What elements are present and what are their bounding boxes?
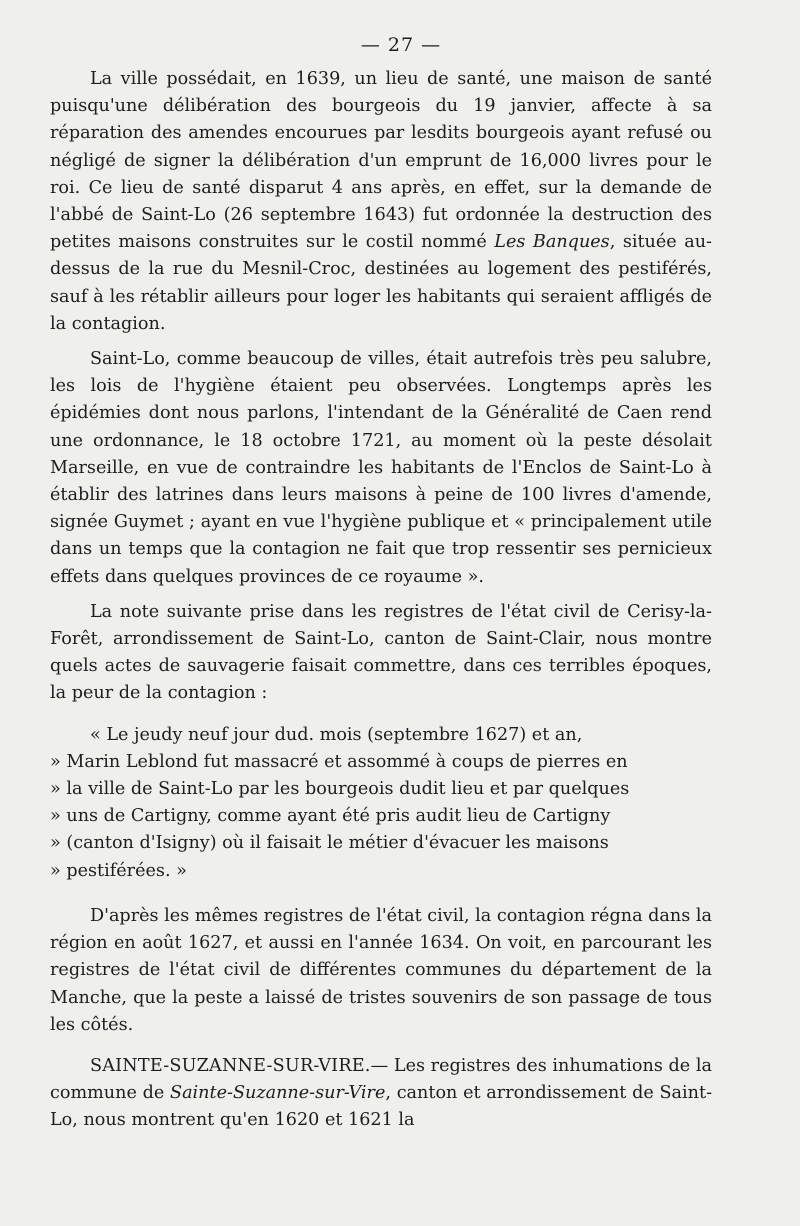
paragraph-text: La ville possédait, en 1639, un lieu de santé, une maison de santé puisqu'une délibération des bourgeois du 19 janvier, affecte à sa réparation des amendes encourues par lesdits bourgeois ayant refusé ou négligé de signer la délibération d'un emprunt de 16,000 livres pour le roi. Ce lieu de santé disparut 4 ans après, en effet, sur la demande de l'abbé de Saint-Lo (26 septembre 1643) fut ordonnée la destruction des petites maisons construites sur le costil nommé [50,69,712,253]
paragraph-text-continued: , située au-dessus de la rue du Mesnil-Croc, destinées au logement des pestiférés, sauf à les rétablir ailleurs pour loger les habitants qui seraient affligés de la contagion. [50,232,712,334]
quote-line: » uns de Cartigny, comme ayant été pris audit lieu de Cartigny [50,806,611,827]
page-number: — 27 — [360,34,442,56]
italic-commune-name: Sainte-Suzanne-sur-Vire [170,1083,386,1104]
quote-line: » pestiférées. » [50,860,187,881]
quote-line: « Le jeudy neuf jour dud. mois (septembre 1627) et an, [90,724,583,745]
quote-line: » (canton d'Isigny) où il faisait le métier d'évacuer les maisons [50,833,609,854]
quote-line: » Marin Leblond fut massacré et assommé à coups de pierres en [50,751,628,772]
italic-place-name: Les Banques [494,232,610,253]
section-text-continued: , canton et arrondissement de Saint-Lo, nous montrent qu'en 1620 et 1621 la [50,1083,713,1131]
paragraph-sainte-suzanne [50,1053,712,1135]
section-heading: SAINTE-SUZANNE-SUR-VIRE. [90,1055,371,1076]
paragraph-registres-etat-civil: D'après les mêmes registres de l'état civil, la contagion régna dans la région en août 1627, et aussi en l'année 1634. On voit, en parcourant les registres de l'état civil de différentes communes du département de la Manche, que la peste a laissé de tristes souvenirs de son passage de tous les côtés. [50,905,712,1035]
quote-line: » la ville de Saint-Lo par les bourgeois dudit lieu et par quelques [50,779,630,800]
section-text: — Les registres des inhumations de la commune de [50,1055,712,1104]
paragraph-hygiene: Saint-Lo, comme beaucoup de villes, était autrefois très peu salubre, les lois de l'hygiène étaient peu observées. Longtemps après les épidémies dont nous parlons, l'intendant de la Généralité de Caen rend une ordonnance, le 18 octobre 1721, au moment où la peste désolait Marseille, en vue de contraindre les habitants de l'Enclos de Saint-Lo à établir des latrines dans leurs maisons à peine de 100 livres d'amende, signée Guymet ; ayant en vue l'hygiène publique et « principalement utile dans un temps que la contagion ne fait que trop ressentir ses pernicieux effets dans quelques provinces de ce royaume ». [50,349,712,587]
paragraph-lieu-de-sante [50,66,712,338]
quote-block [50,722,712,885]
paragraph-note-cerisy: La note suivante prise dans les registres de l'état civil de Cerisy-la-Forêt, arrondissement de Saint-Lo, canton de Saint-Clair, nous montre quels actes de sauvagerie faisait commettre, dans ces terribles époques, la peur de la contagion : [50,601,712,704]
